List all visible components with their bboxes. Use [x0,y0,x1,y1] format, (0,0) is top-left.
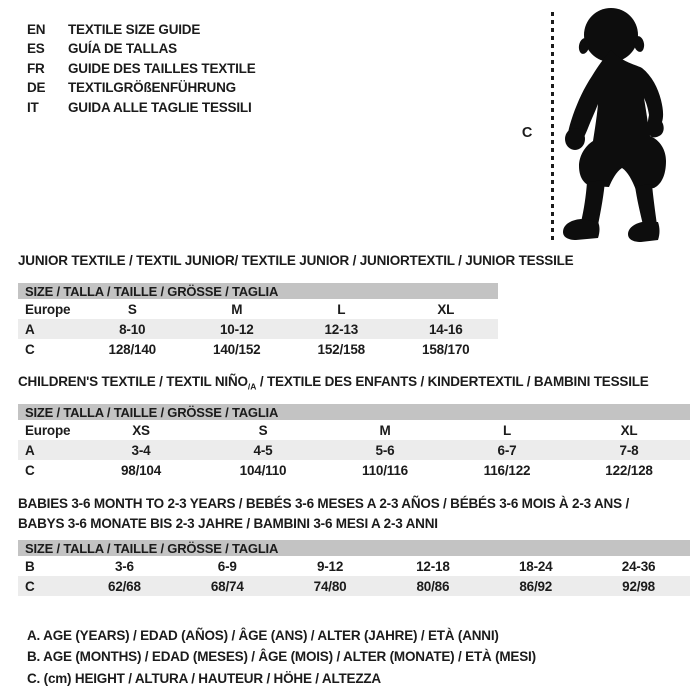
age-cell: 12-18 [416,558,450,574]
height-cell: 104/110 [239,462,287,478]
guide-title-it: GUIDA ALLE TAGLIE TESSILI [68,99,252,115]
size-cell: L [337,301,346,317]
language-code: IT [27,99,39,115]
age-cell: 14-16 [428,321,463,337]
language-code: EN [27,22,46,37]
height-cell: 140/152 [213,341,261,357]
age-cell: 7-8 [619,442,639,458]
table-row-age-years [18,440,690,460]
table-row-height-cm [18,576,690,596]
children-table-title [18,374,649,392]
height-measure-dashed-line [551,12,554,243]
language-row-de [27,78,256,97]
language-row-es [27,39,256,58]
guide-title-en: TEXTILE SIZE GUIDE [68,22,201,37]
footnotes [27,625,536,689]
age-cell: 3-6 [114,558,134,574]
age-cell: 6-7 [497,442,517,458]
age-cell: 24-36 [621,558,656,574]
children-size-table [18,404,690,480]
height-measure-label: C [521,125,533,141]
height-cell: 122/128 [605,462,653,478]
row-label: Europe [25,422,71,438]
footnote-a: A. AGE (YEARS) / EDAD (AÑOS) / ÂGE (ANS) / ALTER (JAHRE) / ETÀ (ANNI) [27,628,499,643]
size-header-bar: SIZE / TALLA / TAILLE / GRÖSSE / TAGLIA [18,283,498,299]
language-code: DE [27,80,46,96]
age-cell: 9-12 [316,558,344,574]
table-row-europe [18,299,498,319]
language-row-fr [27,59,256,78]
height-cell: 92/98 [622,578,655,594]
age-cell: 12-13 [324,321,359,337]
size-cell: S [258,422,268,438]
size-cell: L [502,422,512,438]
row-label: A [25,321,35,337]
row-label: Europe [25,301,71,317]
size-cell: M [379,422,391,438]
table-row-europe [18,420,690,440]
guide-title-de: TEXTILGRÖßENFÜHRUNG [68,80,236,96]
guide-title-fr: GUIDE DES TAILLES TEXTILE [68,60,256,76]
age-cell: 4-5 [253,442,273,458]
table-row-age-months [18,556,690,576]
height-cell: 152/158 [317,341,365,357]
size-cell: XL [620,422,638,438]
height-cell: 116/122 [483,462,531,478]
children-title-sub: /A [247,381,257,392]
junior-table-title: JUNIOR TEXTILE / TEXTIL JUNIOR/ TEXTILE JUNIOR / JUNIORTEXTIL / JUNIOR TESSILE [18,253,574,268]
height-cell: 86/92 [519,578,553,594]
age-cell: 5-6 [375,442,395,458]
size-header-bar: SIZE / TALLA / TAILLE / GRÖSSE / TAGLIA [18,404,690,420]
babies-size-table [18,540,690,596]
age-cell: 18-24 [518,558,553,574]
age-cell: 3-4 [131,442,151,458]
footnote-c: C. (cm) HEIGHT / ALTURA / HAUTEUR / HÖHE / ALTEZZA [27,670,381,686]
height-cell: 128/140 [108,341,156,357]
language-row-en [27,20,256,39]
row-label: C [25,578,35,594]
size-header-bar: SIZE / TALLA / TAILLE / GRÖSSE / TAGLIA [18,540,690,556]
height-cell: 74/80 [313,578,347,594]
height-cell: 98/104 [120,462,162,478]
table-row-age-years [18,319,498,339]
row-label: B [25,558,35,574]
size-cell: XL [437,301,455,317]
size-cell: S [127,301,137,317]
size-cell: M [231,301,243,317]
guide-title-es: GUÍA DE TALLAS [68,41,177,57]
row-label: C [25,462,35,478]
junior-size-table [18,283,498,359]
children-title-post: / TEXTILE DES ENFANTS / KINDERTEXTIL / BAMBINI TESSILE [256,374,649,389]
language-code: FR [27,60,45,76]
row-label: C [25,341,35,357]
children-title-pre: CHILDREN'S TEXTILE / TEXTIL NIÑO [18,374,248,389]
table-row-height-cm [18,460,690,480]
height-cell: 158/170 [422,341,470,357]
height-cell: 110/116 [362,462,408,478]
babies-title-line1: BABIES 3-6 MONTH TO 2-3 YEARS / BEBÉS 3-6 MESES A 2-3 AÑOS / BÉBÉS 3-6 MOIS À 2-3 ANS / [18,496,629,511]
language-code: ES [27,41,45,57]
baby-silhouette-icon [562,6,688,248]
babies-title-line2: BABYS 3-6 MONATE BIS 2-3 JAHRE / BAMBINI 3-6 MESI A 2-3 ANNI [18,515,438,531]
height-cell: 80/86 [416,578,450,594]
babies-table-title [18,494,629,533]
age-cell: 8-10 [119,321,146,337]
row-label: A [25,442,35,458]
height-cell: 68/74 [210,578,244,594]
age-cell: 6-9 [217,558,237,574]
language-list [27,20,256,117]
footnote-b: B. AGE (MONTHS) / EDAD (MESES) / ÂGE (MOIS) / ALTER (MONATE) / ETÀ (MESI) [27,649,536,665]
height-cell: 62/68 [108,578,141,594]
language-row-it [27,98,256,117]
size-cell: XS [132,422,150,438]
age-cell: 10-12 [219,321,254,337]
table-row-height-cm [18,339,498,359]
